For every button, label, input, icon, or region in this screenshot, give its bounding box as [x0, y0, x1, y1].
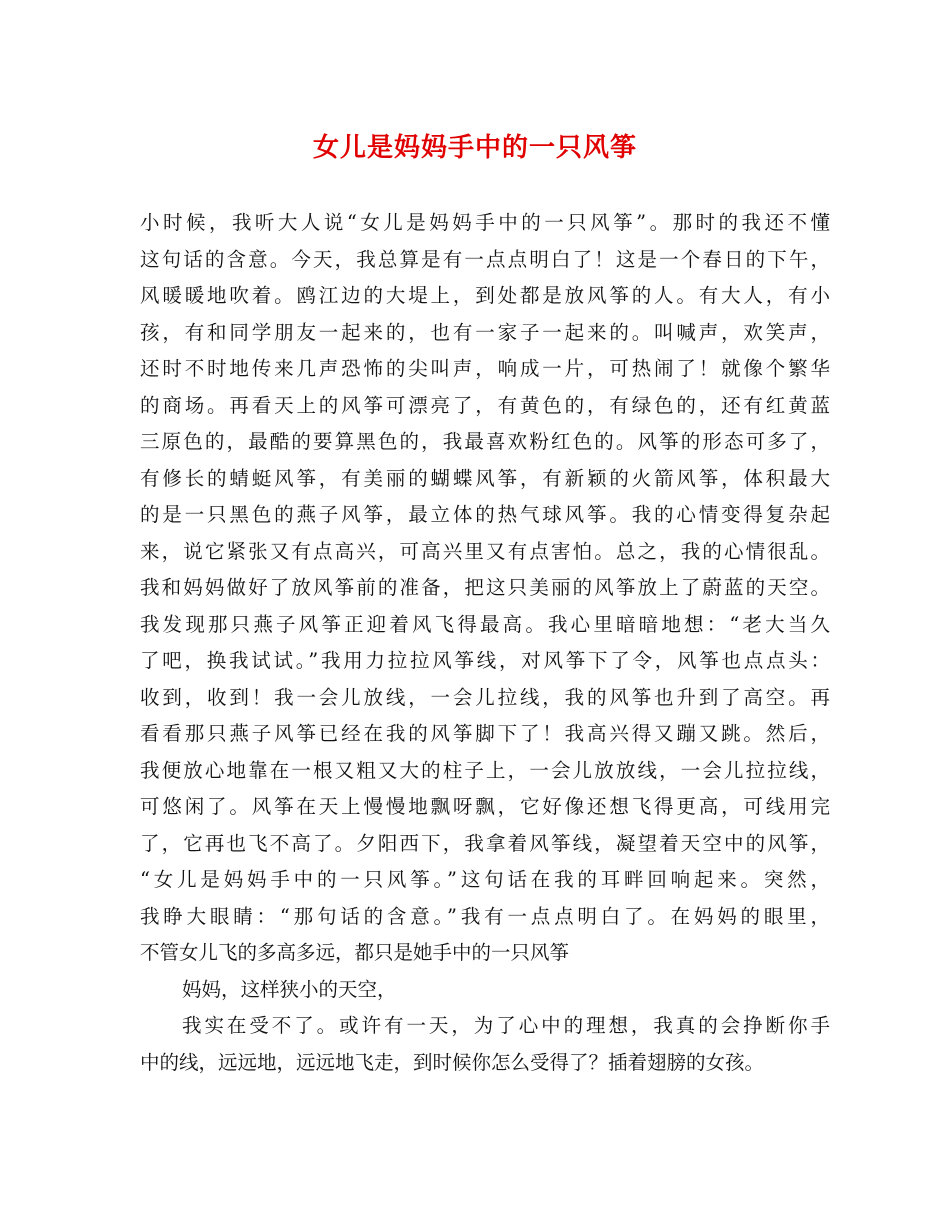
text-line: 我便放心地靠在一根又粗又大的柱子上，一会儿放放线，一会儿拉拉线，	[140, 758, 830, 782]
text-line: 妈妈，这样狭小的天空，	[182, 977, 397, 1001]
text-line: 可悠闲了。风筝在天上慢慢地飘呀飘，它好像还想飞得更高，可线用完	[140, 795, 830, 818]
text-line: 中的线，远远地，远远地飞走，到时候你怎么受得了？插着翅膀的女孩。	[140, 1050, 765, 1074]
text-line: 看看那只燕子风筝已经在我的风筝脚下了！我高兴得又蹦又跳。然后，	[140, 722, 830, 745]
text-line: 我睁大眼睛：“那句话的含意。”我有一点点明白了。在妈妈的眼里，	[140, 904, 830, 928]
text-line: 有修长的蜻蜓风筝，有美丽的蝴蝶风筝，有新颖的火箭风筝，体积最大	[140, 466, 830, 490]
document-title: 女儿是妈妈手中的一只风筝	[312, 133, 637, 163]
text-line: 小时候，我听大人说“女儿是妈妈手中的一只风筝”。那时的我还不懂	[140, 211, 830, 234]
text-line: 风暖暖地吹着。鸥江边的大堤上，到处都是放风筝的人。有大人，有小	[140, 284, 830, 307]
text-line: 了吧，换我试试。”我用力拉拉风筝线，对风筝下了令，风筝也点点头：	[140, 649, 830, 672]
text-line: 我和妈妈做好了放风筝前的准备，把这只美丽的风筝放上了蔚蓝的天空。	[140, 576, 830, 599]
text-line: “女儿是妈妈手中的一只风筝。”这句话在我的耳畔回响起来。突然，	[140, 868, 830, 891]
text-line: 的是一只黑色的燕子风筝，最立体的热气球风筝。我的心情变得复杂起	[140, 503, 830, 526]
text-line: 来，说它紧张又有点高兴，可高兴里又有点害怕。总之，我的心情很乱。	[140, 539, 830, 563]
text-line: 了，它再也飞不高了。夕阳西下，我拿着风筝线，凝望着天空中的风筝，	[140, 831, 830, 855]
text-line: 三原色的，最酷的要算黑色的，我最喜欢粉红色的。风筝的形态可多了，	[140, 430, 830, 453]
text-line: 我发现那只燕子风筝正迎着风飞得最高。我心里暗暗地想：“老大当久	[140, 612, 830, 636]
document-body	[140, 205, 830, 1081]
text-line: 收到，收到！我一会儿放线，一会儿拉线，我的风筝也升到了高空。再	[140, 685, 830, 709]
text-line: 的商场。再看天上的风筝可漂亮了，有黄色的，有绿色的，还有红黄蓝	[140, 393, 830, 417]
text-line: 我实在受不了。或许有一天，为了心中的理想，我真的会挣断你手	[182, 1014, 830, 1037]
text-line: 不管女儿飞的多高多远，都只是她手中的一只风筝	[140, 941, 570, 964]
text-line: 还时不时地传来几声恐怖的尖叫声，响成一片，可热闹了！就像个繁华	[140, 357, 830, 380]
text-line: 这句话的含意。今天，我总算是有一点点明白了！这是一个春日的下午，	[140, 247, 830, 271]
text-line: 孩，有和同学朋友一起来的，也有一家子一起来的。叫喊声，欢笑声，	[140, 320, 830, 344]
